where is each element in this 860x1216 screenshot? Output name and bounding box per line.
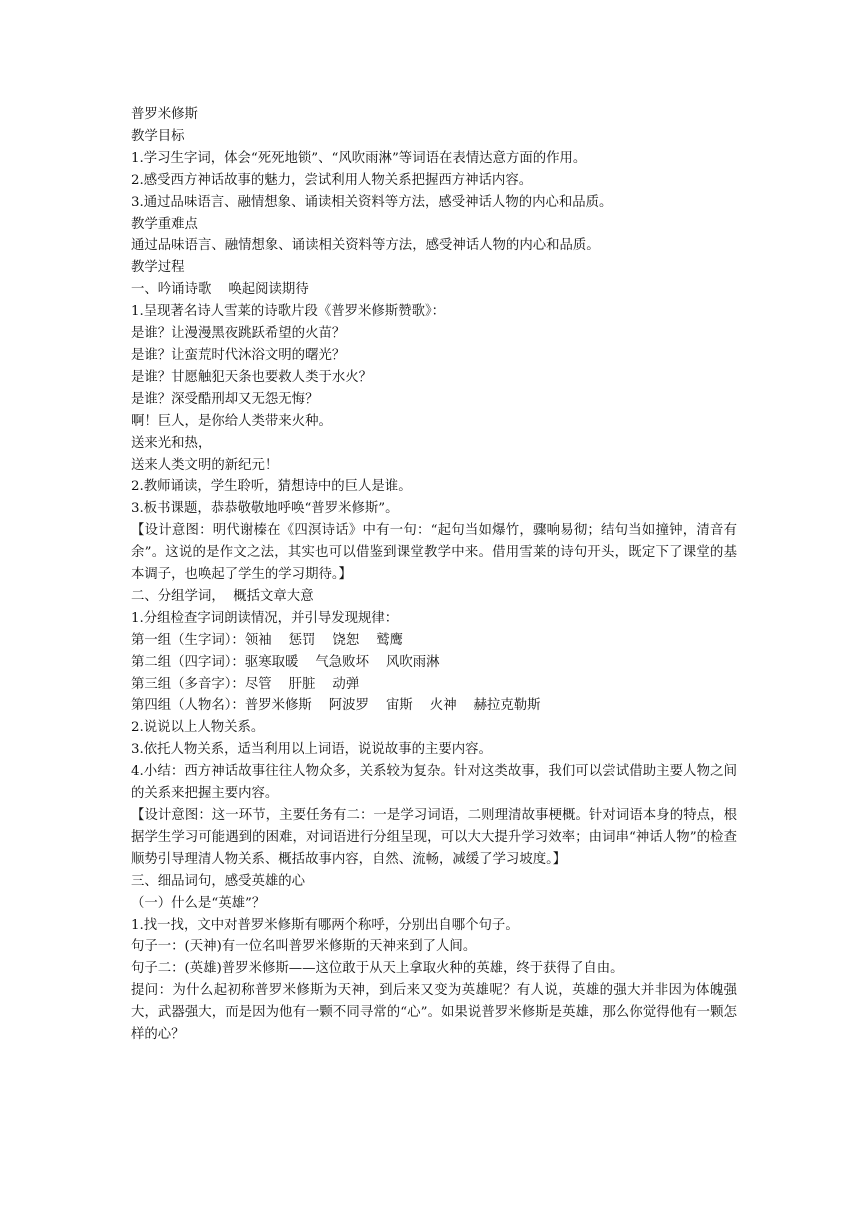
summary-text: 4.小结：西方神话故事往往人物众多，关系较为复杂。针对这类故事，我们可以尝试借助主要人物之间的关系来把握主要内容。 <box>131 764 737 802</box>
sentence-item: 句子二：(英雄)普罗米修斯——这位敢于从天上拿取火种的英雄，终于获得了自由。 <box>131 961 624 977</box>
section-heading: 二、分组学词， 概括文章大意 <box>131 588 314 604</box>
design-intent: 【设计意图：明代谢榛在《四溟诗话》中有一句：“起句当如爆竹，骤响易彻；结句当如撞钟，清音有余”。这说的是作文之法，其实也可以借鉴到课堂教学中来。借用雪莱的诗句开头，既定下了课堂的基本调子，也唤起了学生的学习期待。】 <box>131 523 737 583</box>
word-group: 第四组（人物名）：普罗米修斯 阿波罗 宙斯 火神 赫拉克勒斯 <box>131 698 541 714</box>
poem-line: 啊！巨人，是你给人类带来火种。 <box>131 413 332 429</box>
key-heading: 教学重难点 <box>131 216 198 232</box>
document-title: 普罗米修斯 <box>131 107 198 122</box>
process-heading: 教学过程 <box>131 260 185 276</box>
section-heading: 三、细品词句，感受英雄的心 <box>131 873 306 889</box>
word-group: 第一组（生字词）：领袖 惩罚 饶恕 鹫鹰 <box>131 632 404 648</box>
question-text: 提问：为什么起初称普罗米修斯为天神，到后来又变为英雄呢？有人说，英雄的强大并非因为体魄强大，武器强大，而是因为他有一颗不同寻常的“心”。如果说普罗米修斯是英雄，那么你觉得他有一颗怎样的心？ <box>131 983 737 1043</box>
step-item: 3.板书课题，恭恭敬敬地呼唤“普罗米修斯”。 <box>131 501 399 517</box>
sentence-item: 句子一：(天神)有一位名叫普罗米修斯的天神来到了人间。 <box>131 939 477 955</box>
poem-line: 是谁？深受酷刑却又无怨无悔？ <box>131 391 319 407</box>
poem-line: 送来光和热， <box>131 435 212 451</box>
step-item: 1.分组检查字词朗读情况，并引导发现规律： <box>131 610 399 626</box>
document-page <box>131 104 737 1046</box>
poem-line: 是谁？让漫漫黑夜跳跃希望的火苗？ <box>131 326 346 342</box>
word-group: 第二组（四字词）：驱寒取暖 气急败坏 风吹雨淋 <box>131 654 440 670</box>
step-item: 2.说说以上人物关系。 <box>131 720 265 736</box>
step-item: 3.依托人物关系，适当利用以上词语，说说故事的主要内容。 <box>131 742 492 758</box>
step-item: 2.教师诵读，学生聆听，猜想诗中的巨人是谁。 <box>131 479 412 495</box>
step-item: 1.找一找，文中对普罗米修斯有哪两个称呼，分别出自哪个句子。 <box>131 917 519 933</box>
step-item: 1.呈现著名诗人雪莱的诗歌片段《普罗米修斯赞歌》： <box>131 304 446 320</box>
goals-heading: 教学目标 <box>131 128 185 144</box>
section-heading: 一、吟诵诗歌 唤起阅读期待 <box>131 282 309 298</box>
key-text: 通过品味语言、融情想象、诵读相关资料等方法，感受神话人物的内心和品质。 <box>131 238 600 254</box>
subsection-heading: （一）什么是“英雄”？ <box>131 895 266 911</box>
word-group: 第三组（多音字）：尽管 肝脏 动弹 <box>131 676 360 692</box>
poem-line: 是谁？甘愿触犯天条也要救人类于水火？ <box>131 369 373 385</box>
poem-line: 是谁？让蛮荒时代沐浴文明的曙光？ <box>131 347 346 363</box>
goal-item: 2.感受西方神话故事的魅力，尝试利用人物关系把握西方神话内容。 <box>131 172 533 188</box>
poem-line: 送来人类文明的新纪元！ <box>131 457 279 473</box>
design-intent: 【设计意图：这一环节，主要任务有二：一是学习词语，二则理清故事梗概。针对词语本身的特点，根据学生学习可能遇到的困难，对词语进行分组呈现，可以大大提升学习效率；由词串“神话人物”的检查顺势引导理清人物关系、概括故事内容，自然、流畅，减缓了学习坡度。】 <box>131 808 737 867</box>
goal-item: 3.通过品味语言、融情想象、诵读相关资料等方法，感受神话人物的内心和品质。 <box>131 194 613 210</box>
goal-item: 1.学习生字词，体会“死死地锁”、“风吹雨淋”等词语在表情达意方面的作用。 <box>131 150 587 166</box>
